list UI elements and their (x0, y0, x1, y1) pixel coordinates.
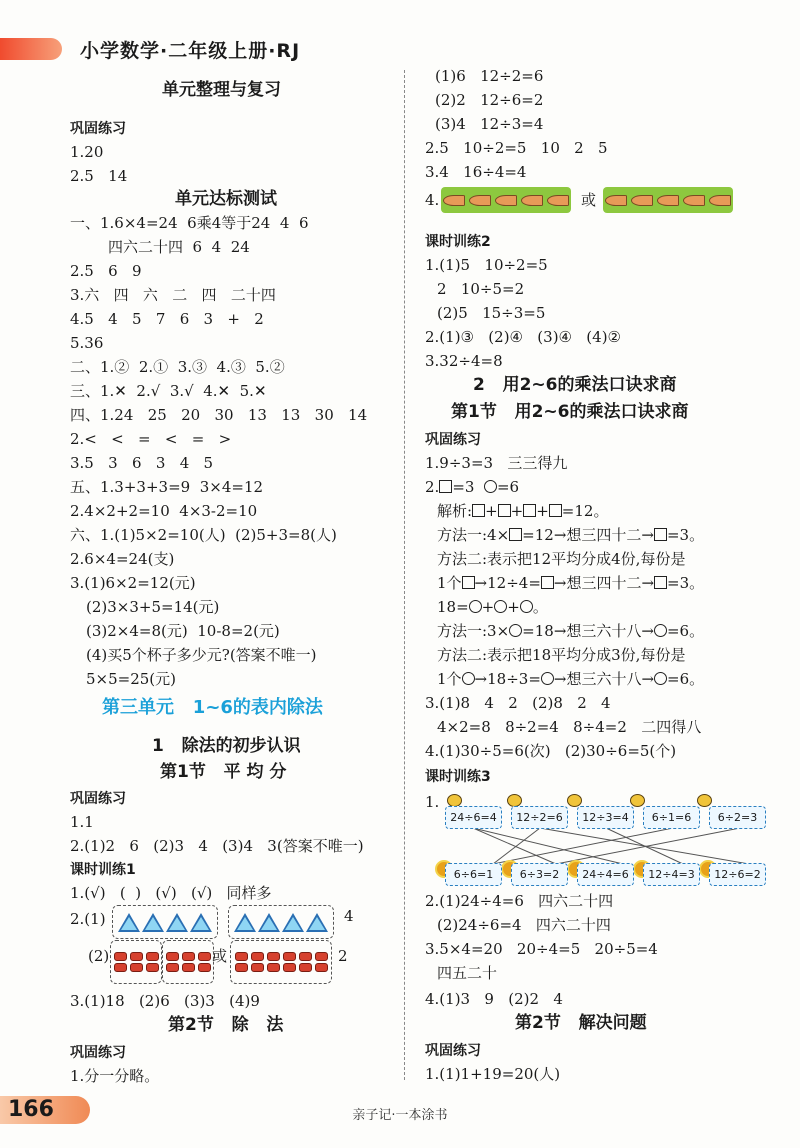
answer-line: 2.5 6 9 (70, 262, 142, 280)
lesson-title: 第2节 解决问题 (515, 1013, 647, 1033)
fish-icon (683, 195, 705, 206)
bowl-icon (283, 963, 296, 972)
answer-line: 2.4×2+2=10 4×3-2=10 (70, 502, 258, 520)
bowl-icon (182, 963, 195, 972)
square-symbol-icon (462, 576, 475, 589)
triangle-icon (258, 913, 280, 932)
bowl-icon (235, 952, 248, 961)
circle-symbol-icon (654, 624, 667, 637)
bowl-group-box (110, 940, 162, 984)
answer-line: 1.分一分略。 (70, 1067, 160, 1085)
top-equation-card[interactable]: 24÷6=4 (445, 806, 502, 829)
answer-value: 2 (338, 947, 348, 965)
answer-line: 四五二十 (437, 964, 498, 982)
answer-line: (2)24÷6=4 四六二十四 (437, 916, 611, 934)
triangle-icon (142, 913, 164, 932)
subsection-label: 课时训练2 (425, 234, 491, 250)
triangle-icon (118, 913, 140, 932)
triangle-icon (306, 913, 328, 932)
answer-line: 3.六 四 六 二 四 二十四 (70, 286, 276, 304)
square-symbol-icon (439, 480, 452, 493)
square-symbol-icon (541, 576, 554, 589)
section-title-test: 单元达标测试 (175, 189, 277, 209)
bee-icon (630, 794, 645, 807)
square-symbol-icon (498, 504, 511, 517)
answer-line: 四六二十四 6 4 24 (108, 238, 250, 256)
bowl-icon (114, 963, 127, 972)
subsection-label: 巩固练习 (425, 1043, 481, 1059)
subsection-label: 巩固练习 (70, 121, 126, 137)
triangle-icon (234, 913, 256, 932)
page-header-title: 小学数学·二年级上册·RJ (80, 40, 301, 62)
bowl-icon (182, 952, 195, 961)
header-decoration (0, 38, 62, 60)
bowl-icon (235, 963, 248, 972)
subsection-label: 课时训练3 (425, 769, 491, 785)
square-symbol-icon (549, 504, 562, 517)
fish-icon (469, 195, 491, 206)
answer-line: 1个 →12÷4= →想三四十二→ =3。 (437, 574, 705, 592)
bowl-icon (166, 952, 179, 961)
triangle-icon (166, 913, 188, 932)
answer-line: (2)2 12÷6=2 (435, 91, 544, 109)
answer-line: (2)3×3+5=14(元) (86, 598, 220, 616)
answer-line: 1.9÷3=3 三三得九 (425, 454, 568, 472)
answer-line: 1.1 (70, 813, 94, 831)
answer-line: 六、1.(1)5×2=10(人) (2)5+3=8(人) (70, 526, 337, 544)
triangle-group-box (228, 905, 334, 939)
subsection-label: 课时训练1 (70, 862, 136, 878)
answer-line: 2 10÷5=2 (437, 280, 525, 298)
bowl-icon (198, 963, 211, 972)
lesson-title: 第1节 用2~6的乘法口诀求商 (451, 402, 689, 422)
answer-line: 1.(√) ( ) (√) (√) 同样多 (70, 884, 272, 902)
answer-line: 2. =3 =6 (425, 478, 520, 496)
bowl-group-box (230, 940, 332, 984)
answer-line: 方法二:表示把12平均分成4份,每份是 (437, 550, 686, 568)
bowl-icon (198, 952, 211, 961)
bowl-icon (130, 963, 143, 972)
fish-icon (495, 195, 517, 206)
answer-line: 3.(1)8 4 2 (2)8 2 4 (425, 694, 611, 712)
fish-icon (631, 195, 653, 206)
bowl-icon (299, 963, 312, 972)
answer-line: 5×5=25(元) (86, 670, 177, 688)
circle-symbol-icon (469, 600, 482, 613)
answer-line: 解析: + + + =12。 (437, 502, 609, 520)
answer-line: (3)4 12÷3=4 (435, 115, 544, 133)
answer-line: 2.5 14 (70, 167, 128, 185)
top-equation-card[interactable]: 12÷3=4 (577, 806, 634, 829)
circle-symbol-icon (541, 672, 554, 685)
bottom-equation-card[interactable]: 6÷6=1 (445, 863, 502, 886)
answer-line: 3.5 3 6 3 4 5 (70, 454, 214, 472)
triangle-group-box (112, 905, 218, 939)
answer-line: 二、1.② 2.① 3.③ 4.③ 5.② (70, 358, 285, 376)
answer-line: 四、1.24 25 20 30 13 13 30 14 (70, 406, 368, 424)
answer-line: 2.(1)24÷4=6 四六二十四 (425, 892, 614, 910)
bowl-icon (283, 952, 296, 961)
answer-line: 3.4 16÷4=4 (425, 163, 527, 181)
bowl-icon (146, 963, 159, 972)
answer-line: 2.(1)③ (2)④ (3)④ (4)② (425, 328, 622, 346)
triangle-icon (282, 913, 304, 932)
answer-line: (2) (88, 947, 110, 965)
bottom-equation-card[interactable]: 12÷4=3 (643, 863, 700, 886)
answer-line: 2.6×4=24(支) (70, 550, 175, 568)
top-equation-card[interactable]: 6÷2=3 (709, 806, 766, 829)
answer-line: 1. (425, 793, 440, 811)
bowl-icon (315, 952, 328, 961)
answer-line: (2)5 15÷3=5 (437, 304, 546, 322)
bowl-group-box (162, 940, 214, 984)
subsection-label: 巩固练习 (70, 791, 126, 807)
fish-icon (657, 195, 679, 206)
or-label: 或 (581, 191, 597, 209)
answer-line: 1个 →18÷3= →想三六十八→ =6。 (437, 670, 705, 688)
answer-line: (1)6 12÷2=6 (435, 67, 544, 85)
circle-symbol-icon (494, 600, 507, 613)
bowl-icon (267, 963, 280, 972)
square-symbol-icon (654, 528, 667, 541)
page-number: 166 (8, 1097, 54, 1122)
fish-icon (547, 195, 569, 206)
square-symbol-icon (509, 528, 522, 541)
bottom-equation-card[interactable]: 6÷3=2 (511, 863, 568, 886)
square-symbol-icon (654, 576, 667, 589)
answer-line: 方法一:4× =12→想三四十二→ =3。 (437, 526, 705, 544)
answer-line: 2.(1) (70, 910, 106, 928)
fish-icon (521, 195, 543, 206)
column-divider (404, 70, 405, 1080)
answer-line: 1.(1)1+19=20(人) (425, 1065, 561, 1083)
answer-line: 18= + + 。 (437, 598, 548, 616)
square-symbol-icon (472, 504, 485, 517)
answer-line: 1.(1)5 10÷2=5 (425, 256, 548, 274)
square-symbol-icon (523, 504, 536, 517)
lesson-title: 第2节 除 法 (168, 1015, 284, 1035)
top-equation-card[interactable]: 12÷2=6 (511, 806, 568, 829)
answer-line: 3.5×4=20 20÷4=5 20÷5=4 (425, 940, 658, 958)
bowl-icon (251, 963, 264, 972)
bowl-icon (114, 952, 127, 961)
answer-line: 4.(1)30÷5=6(次) (2)30÷6=5(个) (425, 742, 677, 760)
bowl-icon (166, 963, 179, 972)
bowl-icon (267, 952, 280, 961)
circle-symbol-icon (654, 672, 667, 685)
fish-icon (443, 195, 465, 206)
bottom-equation-card[interactable]: 24÷4=6 (577, 863, 634, 886)
answer-line: 2.< < = < = > (70, 430, 232, 448)
answer-line: 3.32÷4=8 (425, 352, 503, 370)
fish-icon (709, 195, 731, 206)
answer-line: 2.(1)2 6 (2)3 4 (3)4 3(答案不唯一) (70, 837, 364, 855)
or-label: 或 (212, 947, 228, 965)
answer-line: 3.(1)18 (2)6 (3)3 (4)9 (70, 992, 260, 1010)
answer-line: 4.(1)3 9 (2)2 4 (425, 990, 563, 1008)
answer-line: 方法一:3× =18→想三六十八→ =6。 (437, 622, 705, 640)
circle-symbol-icon (509, 624, 522, 637)
unit-title: 第三单元 1~6的表内除法 (102, 697, 323, 718)
answer-line: 4×2=8 8÷2=4 8÷4=2 二四得八 (437, 718, 702, 736)
section-title: 1 除法的初步认识 (152, 736, 301, 756)
fish-group-image (441, 187, 571, 213)
bowl-icon (146, 952, 159, 961)
answer-line: 五、1.3+3+3=9 3×4=12 (70, 478, 264, 496)
bowl-icon (315, 963, 328, 972)
bee-icon (697, 794, 712, 807)
bowl-icon (299, 952, 312, 961)
answer-line: 三、1.✕ 2.√ 3.√ 4.✕ 5.✕ (70, 382, 267, 400)
footer-brand: 亲子记·一本涂书 (352, 1108, 448, 1123)
answer-line: (3)2×4=8(元) 10-8=2(元) (86, 622, 280, 640)
answer-value: 4 (344, 907, 354, 925)
subsection-label: 巩固练习 (70, 1045, 126, 1061)
answer-line: 1.20 (70, 143, 104, 161)
lesson-title: 第1节 平 均 分 (160, 762, 287, 782)
answer-line: 一、1.6×4=24 6乘4等于24 4 6 (70, 214, 309, 232)
circle-symbol-icon (484, 480, 497, 493)
fish-icon (605, 195, 627, 206)
answer-line: 3.(1)6×2=12(元) (70, 574, 196, 592)
answer-line: 2.5 10÷2=5 10 2 5 (425, 139, 608, 157)
bottom-equation-card[interactable]: 12÷6=2 (709, 863, 766, 886)
fish-group-image (603, 187, 733, 213)
circle-symbol-icon (520, 600, 533, 613)
answer-line: 方法二:表示把18平均分成3份,每份是 (437, 646, 686, 664)
bowl-icon (130, 952, 143, 961)
section-title: 2 用2~6的乘法口诀求商 (473, 375, 677, 395)
triangle-icon (190, 913, 212, 932)
top-equation-card[interactable]: 6÷1=6 (643, 806, 700, 829)
circle-symbol-icon (462, 672, 475, 685)
answer-line: 5.36 (70, 334, 104, 352)
subsection-label: 巩固练习 (425, 432, 481, 448)
answer-line: (4)买5个杯子多少元?(答案不唯一) (86, 646, 317, 664)
bowl-icon (251, 952, 264, 961)
section-title-review: 单元整理与复习 (162, 80, 281, 100)
answer-line: 4. (425, 191, 440, 209)
answer-line: 4.5 4 5 7 6 3 + 2 (70, 310, 264, 328)
